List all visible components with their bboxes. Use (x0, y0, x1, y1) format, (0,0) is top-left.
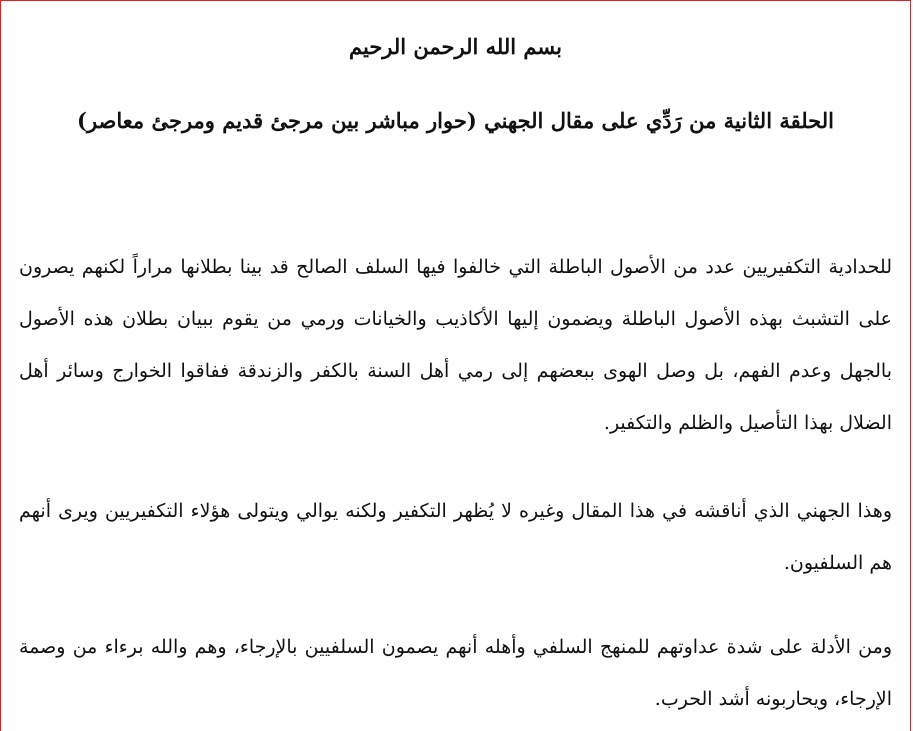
paragraph-2: وهذا الجهني الذي أناقشه في هذا المقال وغيره لا يُظهر التكفير ولكنه يوالي ويتولى هؤلاء التكفيريين ويرى أنهم هم السلفيون. (19, 500, 892, 574)
basmala-heading: بسم الله الرحمن الرحيم (349, 34, 562, 59)
paragraph-1: للحدادية التكفيريين عدد من الأصول الباطلة التي خالفوا فيها السلف الصالح قد بينا بطلانها مراراً لكنهم يصرون على التشبث بهذه الأصول الباطلة ويضمون إليها الأكاذيب والخيانات ورمي من يقوم ببيان بطلان هذه الأصول بالجهل وعدم الفهم، بل وصل الهوى ببعضهم إلى رمي أهل السنة بالكفر والزندقة ففاقوا الخوارج وسائر أهل الضلال بهذا التأصيل والظلم والتكفير. (19, 256, 892, 434)
paragraph-3: ومن الأدلة على شدة عداوتهم للمنهج السلفي وأهله أنهم يصمون السلفيين بالإرجاء، وهم والله برءاء من وصمة الإرجاء، ويحاربونه أشد الحرب. (19, 636, 892, 710)
article-title: الحلقة الثانية من رَدِّي على مقال الجهني (حوار مباشر بين مرجئ قديم ومرجئ معاصر) (77, 108, 834, 133)
